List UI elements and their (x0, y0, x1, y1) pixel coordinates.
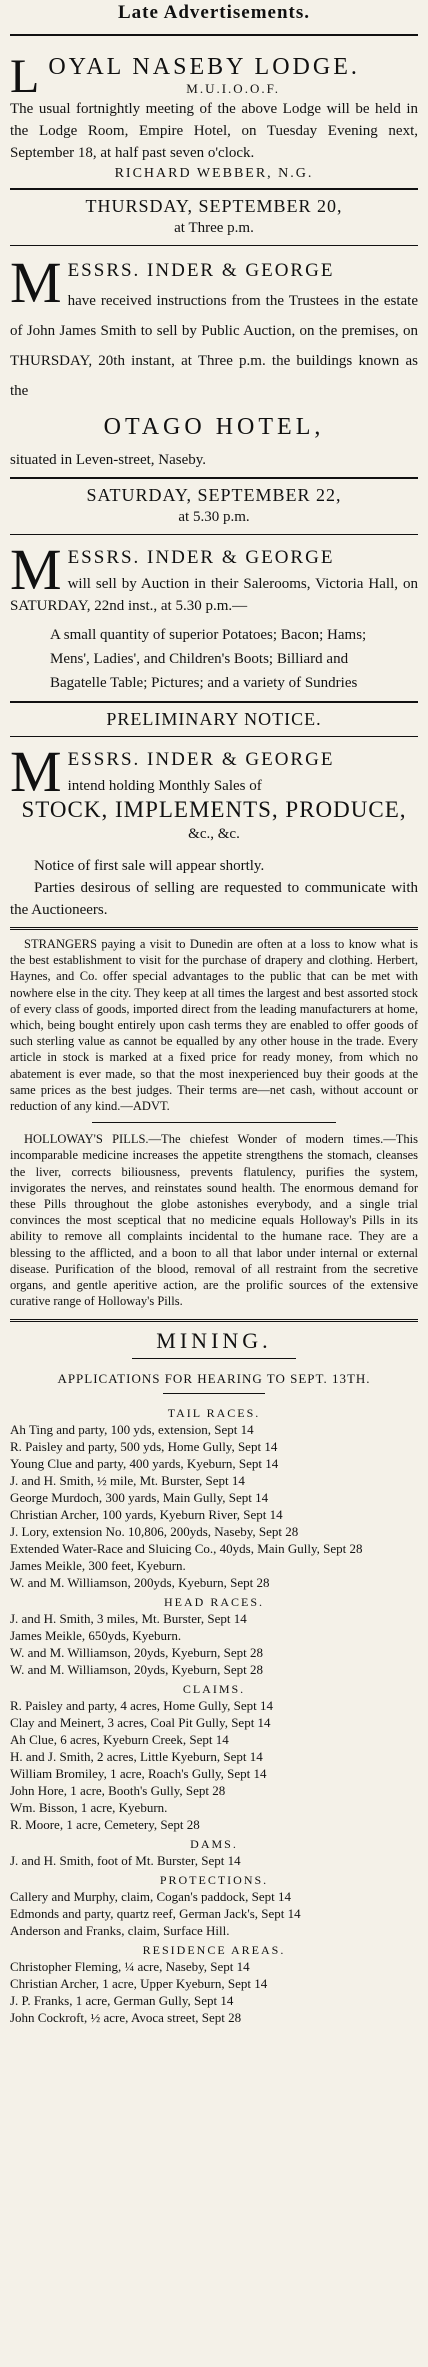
application-entry: Edmonds and party, quartz reef, German Jack's, Sept 14 (10, 1906, 301, 1922)
application-entry: George Murdoch, 300 yards, Main Gully, Sept 14 (10, 1490, 269, 1506)
firm-name: ESSRS. INDER & GEORGE (67, 749, 335, 770)
sale-date: SATURDAY, SEPTEMBER 22, (86, 485, 342, 505)
application-entry: William Bromiley, 1 acre, Roach's Gully, Sept 14 (10, 1766, 267, 1782)
divider (10, 534, 418, 535)
divider (10, 34, 418, 36)
mining-title: MINING. (156, 1328, 272, 1354)
mining-category (10, 1682, 418, 1833)
firm-name: ESSRS. INDER & GEORGE (67, 547, 335, 568)
category-heading: TAIL RACES. (167, 1406, 261, 1421)
category-heading: DAMS. (190, 1837, 238, 1852)
mining-subtitle: APPLICATIONS FOR HEARING TO SEPT. 13TH. (57, 1371, 371, 1387)
lodge-title: OYAL NASEBY LODGE. (48, 54, 360, 80)
dropcap: M (10, 739, 62, 804)
divider (10, 927, 418, 930)
application-entry: John Hore, 1 acre, Booth's Gully, Sept 28 (10, 1783, 226, 1799)
notice-stock: STOCK, IMPLEMENTS, PRODUCE, (21, 797, 407, 822)
application-entry: John Cockroft, ½ acre, Avoca street, Sept 28 (10, 2010, 242, 2026)
application-entry: R. Paisley and party, 500 yds, Home Gully, Sept 14 (10, 1439, 278, 1455)
firm-name: ESSRS. INDER & GEORGE (67, 260, 335, 281)
application-entry: Young Clue and party, 400 yards, Kyeburn, Sept 14 (10, 1456, 279, 1472)
mining-category (10, 1595, 418, 1678)
dropcap: M (10, 537, 62, 602)
application-entry: Extended Water-Race and Sluicing Co., 40yds, Main Gully, Sept 28 (10, 1541, 363, 1557)
notice-heading: PRELIMINARY NOTICE. (106, 709, 322, 729)
sale-time: at 5.30 p.m. (178, 509, 250, 525)
dropcap: M (10, 250, 62, 315)
category-heading: PROTECTIONS. (159, 1873, 269, 1888)
notice-line2: Parties desirous of selling are requested to communicate with the Auctioneers. (10, 880, 418, 918)
application-entry: Christian Archer, 100 yards, Kyeburn River, Sept 14 (10, 1507, 283, 1523)
divider (92, 1122, 337, 1123)
application-entry: Clay and Meinert, 3 acres, Coal Pit Gully, Sept 14 (10, 1715, 271, 1731)
application-entry: James Meikle, 650yds, Kyeburn. (10, 1628, 182, 1644)
application-entry: Christopher Fleming, ¼ acre, Naseby, Sept 14 (10, 1959, 250, 1975)
auction-otago-hotel (10, 196, 418, 471)
hotel-name: OTAGO HOTEL, (103, 414, 325, 440)
notice-text: intend holding Monthly Sales of (67, 778, 262, 794)
mining-category (10, 1406, 418, 1591)
mining-category (10, 1873, 418, 1939)
application-entry: Anderson and Franks, claim, Surface Hill. (10, 1923, 230, 1939)
lodge-notice (10, 42, 418, 182)
application-entry: Christian Archer, 1 acre, Upper Kyeburn, Sept 14 (10, 1976, 268, 1992)
sale-location: situated in Leven-street, Naseby. (10, 452, 207, 468)
application-entry: H. and J. Smith, 2 acres, Little Kyeburn, Sept 14 (10, 1749, 263, 1765)
mining-section (10, 1328, 418, 2026)
divider (10, 701, 418, 703)
application-entry: Callery and Murphy, claim, Cogan's paddock, Sept 14 (10, 1889, 291, 1905)
application-entry: W. and M. Williamson, 20yds, Kyeburn, Sept 28 (10, 1662, 263, 1678)
sale-time: at Three p.m. (174, 220, 254, 236)
divider (10, 188, 418, 190)
application-entry: J. and H. Smith, foot of Mt. Burster, Sept 14 (10, 1853, 241, 1869)
application-entry: J. and H. Smith, ½ mile, Mt. Burster, Sept 14 (10, 1473, 245, 1489)
sale-text: have received instructions from the Trustees in the estate of John James Smith to sell by Public Auction, on the premises, on THURSDAY, 20th instant, at Three p.m. the buildings known as the (10, 293, 418, 399)
divider (10, 736, 418, 737)
category-heading: HEAD RACES. (163, 1595, 264, 1610)
divider (10, 477, 418, 479)
application-entry: J. P. Franks, 1 acre, German Gully, Sept 14 (10, 1993, 234, 2009)
application-entry: Ah Ting and party, 100 yds, extension, Sept 14 (10, 1422, 254, 1438)
mining-category (10, 1837, 418, 1869)
holloway-paragraph: HOLLOWAY'S PILLS.—The chiefest Wonder of modern times.—This incomparable medicine increases the appetite strengthens the stomach, cleanses the liver, corrects biliousness, prevents flatulency, purifies the system, invigorates the nerves, and reinstates sound health. The enormous demand for these Pills throughout the globe astonishes everybody, and a single trial convinces the most sceptical that no medicine equals Holloway's Pills in its ability to remove all complaints incidental to the humane race. They are a blessing to the afflicted, and a boon to all that labor under internal or external disease. Purification of the blood, removal of all restraint from the secretive organs, and gentle aperitive action, are the prolific sources of the extensive curative range of Holloway's Pills. (10, 1132, 418, 1309)
auction-sundries (10, 485, 418, 695)
sale-items: A small quantity of superior Potatoes; Bacon; Hams; Mens', Ladies', and Children's Boots; Billiard and Bagatelle Table; Pictures; and a variety of Sundries (50, 627, 367, 691)
application-entry: J. and H. Smith, 3 miles, Mt. Burster, Sept 14 (10, 1611, 247, 1627)
application-entry: Wm. Bisson, 1 acre, Kyeburn. (10, 1800, 168, 1816)
masthead: Late Advertisements. (117, 2, 311, 23)
application-entry: Ah Clue, 6 acres, Kyeburn Creek, Sept 14 (10, 1732, 229, 1748)
dropcap: L (10, 50, 43, 103)
divider (10, 245, 418, 246)
application-entry: James Meikle, 300 feet, Kyeburn. (10, 1558, 186, 1574)
lodge-org: M.U.I.O.O.F. (186, 81, 281, 96)
sale-text: will sell by Auction in their Salerooms, Victoria Hall, on SATURDAY, 22nd inst., at 5.30 p.m.— (10, 576, 418, 614)
mining-category (10, 1943, 418, 2026)
application-entry: R. Paisley and party, 4 acres, Home Gully, Sept 14 (10, 1698, 273, 1714)
preliminary-notice (10, 709, 418, 921)
notice-etc: &c., &c. (188, 826, 240, 842)
lodge-text: The usual fortnightly meeting of the above Lodge will be held in the Lodge Room, Empire Hotel, on Tuesday Evening next, September 18, at half past seven o'clock. (10, 101, 418, 161)
strangers-paragraph: STRANGERS paying a visit to Dunedin are often at a loss to know what is the best establishment to visit for the purchase of drapery and clothing. Herbert, Haynes, and Co. offer special advantages to the public that can be met with nowhere else in the city. They keep at all times the largest and best assorted stock of every class of goods, imported direct from the leading manufacturers at home, which, being bought entirely upon cash terms they are enabled to offer goods of such sterling value as cannot be equalled by any other house in the trade. Every article in stock is marked at a fixed price for ready money, from which no abatement is ever made, so that the most inexperienced buy their goods at the same prices as the best judges. Their terms are—net cash, without account or reduction of any kind.—ADVT. (10, 937, 418, 1114)
application-entry: W. and M. Williamson, 200yds, Kyeburn, Sept 28 (10, 1575, 270, 1591)
divider (163, 1393, 265, 1394)
application-entry: W. and M. Williamson, 20yds, Kyeburn, Sept 28 (10, 1645, 263, 1661)
application-entry: R. Moore, 1 acre, Cemetery, Sept 28 (10, 1817, 200, 1833)
mining-applications (10, 1406, 418, 2026)
divider (132, 1358, 295, 1359)
lodge-signature: RICHARD WEBBER, N.G. (114, 166, 314, 181)
category-heading: RESIDENCE AREAS. (142, 1943, 286, 1958)
category-heading: CLAIMS. (182, 1682, 246, 1697)
sale-date: THURSDAY, SEPTEMBER 20, (85, 196, 343, 216)
application-entry: J. Lory, extension No. 10,806, 200yds, Naseby, Sept 28 (10, 1524, 299, 1540)
divider (10, 1319, 418, 1322)
notice-line1: Notice of first sale will appear shortly. (34, 858, 265, 874)
